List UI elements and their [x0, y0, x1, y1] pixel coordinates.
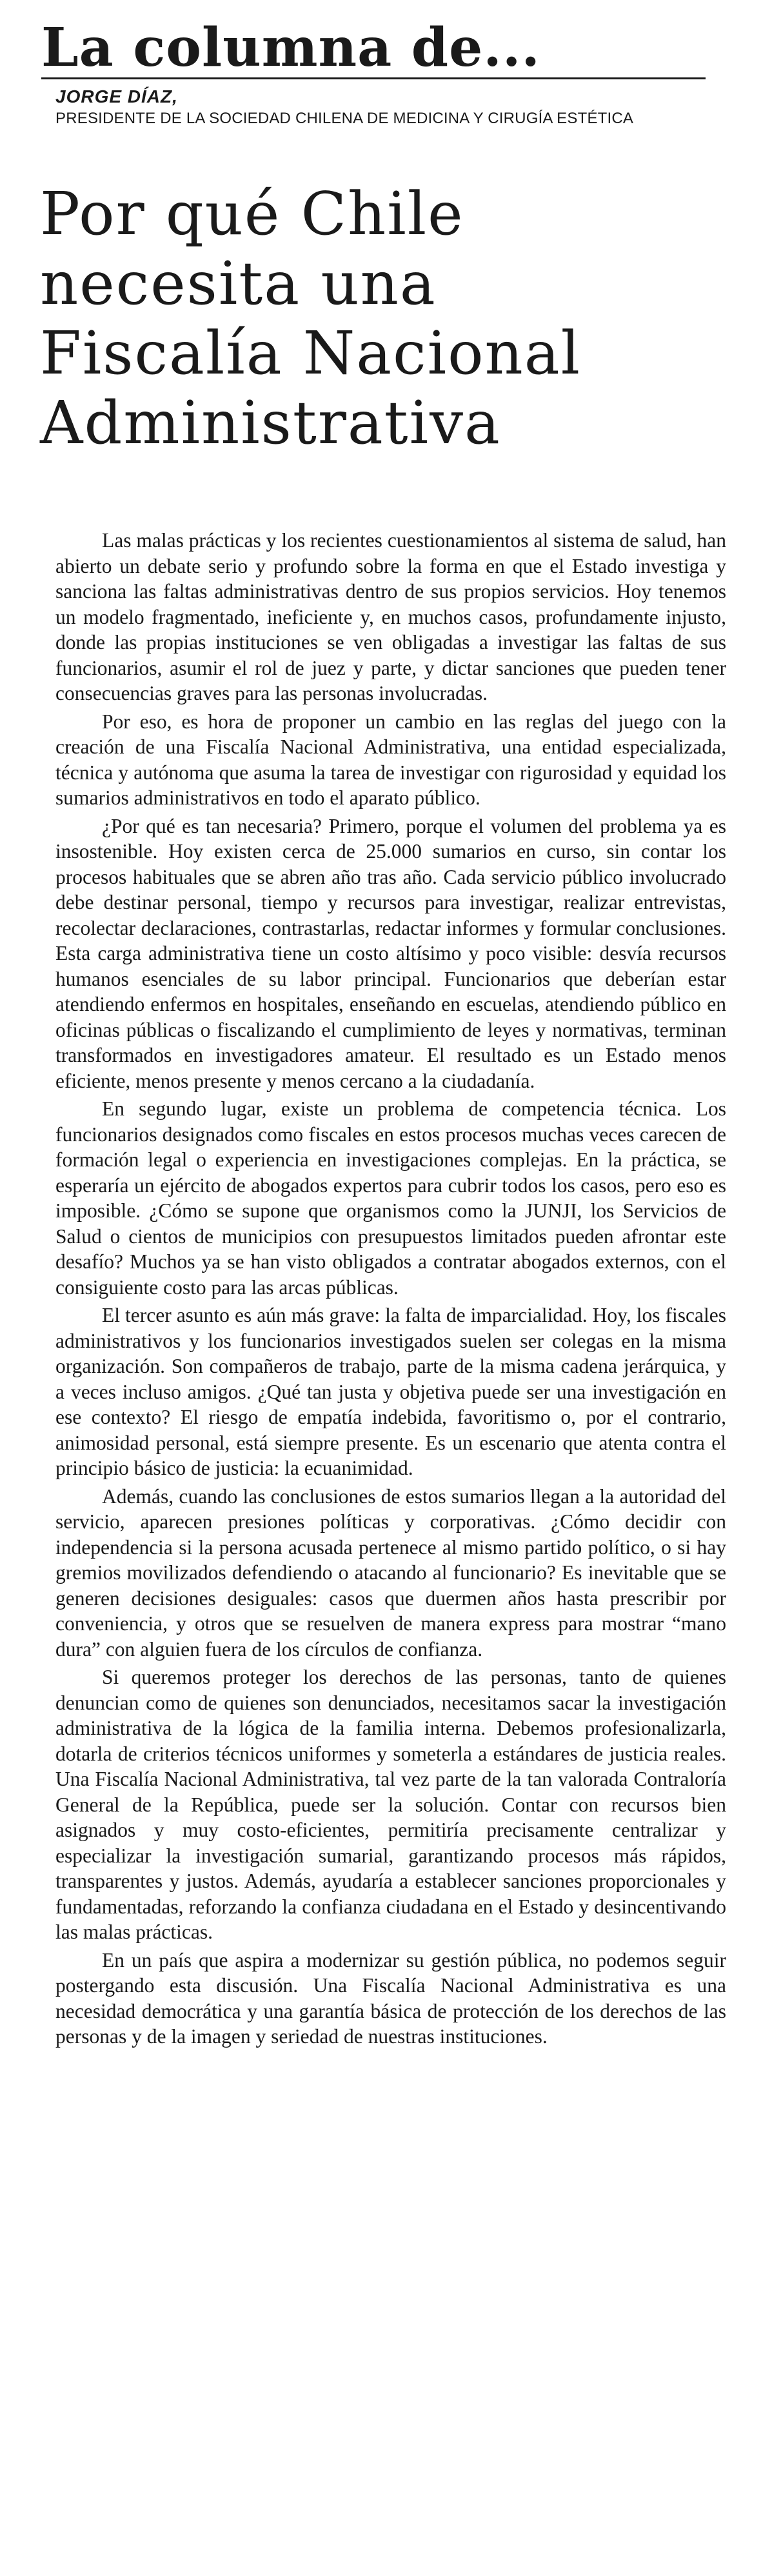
body-paragraph: Además, cuando las conclusiones de estos sumarios llegan a la autoridad del servicio, aparecen presiones políticas y corporativas. ¿Cómo decidir con independencia si la persona acusada pertenece al mismo partido político, o si hay gremios movilizados defendiendo o atacando al funcionario? Es inevitable que se generen decisiones desiguales: casos que duermen años hasta prescribir por conveniencia, y otros que se resuelven de manera express para mostrar “mano dura” con alguien fuera de los círculos de confianza.: [55, 1484, 726, 1661]
body-paragraph: Las malas prácticas y los recientes cuestionamientos al sistema de salud, han abierto un debate serio y profundo sobre la forma en que el Estado investiga y sanciona las faltas administrativas dentro de sus propios servicios. Hoy tenemos un modelo fragmentado, ineficiente y, en muchos casos, profundamente injusto, donde las propias instituciones se ven obligadas a investigar las faltas de sus funcionarios, asumir el rol de juez y parte, y dictar sanciones que pueden tener consecuencias graves para las personas involucradas.: [55, 529, 726, 704]
author-role: PRESIDENTE DE LA SOCIEDAD CHILENA DE MEDICINA Y CIRUGÍA ESTÉTICA: [55, 110, 634, 127]
section-title: La columna de...: [41, 17, 540, 79]
headline-line: Administrativa: [40, 388, 501, 457]
body-paragraph: En segundo lugar, existe un problema de competencia técnica. Los funcionarios designados como fiscales en estos procesos muchas veces carecen de formación legal o experiencia en investigaciones complejas. En la práctica, se esperaría un ejército de abogados expertos para cubrir todos los casos, pero eso es imposible. ¿Cómo se supone que organismos como la JUNJI, los Servicios de Salud o cientos de municipios con presupuestos limitados pueden afrontar este desafío? Muchos ya se han visto obligados a contratar abogados externos, con el consiguiente costo para las arcas públicas.: [55, 1097, 726, 1299]
body-paragraph: En un país que aspira a modernizar su gestión pública, no podemos seguir postergando esta discusión. Una Fiscalía Nacional Administrativa es una necesidad democrática y una garantía básica de protección de los derechos de las personas y de la imagen y seriedad de nuestras instituciones.: [55, 1948, 726, 2048]
section-header: [41, 18, 706, 79]
byline: [55, 85, 700, 129]
headline-line: necesita una: [40, 249, 437, 318]
headline-line: Por qué Chile: [40, 179, 464, 248]
body-paragraph: Si queremos proteger los derechos de las personas, tanto de quienes denuncian como de quienes son denunciados, necesitamos sacar la investigación administrativa de la lógica de la familia interna. Debemos profesionalizarla, dotarla de criterios técnicos uniformes y someterla a estándares de justicia reales. Una Fiscalía Nacional Administrativa, tal vez parte de la tan valorada Contraloría General de la República, puede ser la solución. Contar con recursos bien asignados y muy costo-eficientes, permitiría precisamente centralizar y especializar la investigación sumarial, garantizando procesos más rápidos, transparentes y justos. Además, ayudaría a establecer sanciones proporcionales y fundamentadas, reforzando la confianza ciudadana en el Estado y desincentivando las malas prácticas.: [55, 1666, 726, 1943]
headline: [40, 179, 724, 458]
body-paragraph: El tercer asunto es aún más grave: la falta de imparcialidad. Hoy, los fiscales administrativos y los funcionarios investigados suelen ser colegas en la misma organización. Son compañeros de trabajo, parte de la misma cadena jerárquica, y a veces incluso amigos. ¿Qué tan justa y objetiva puede ser una investigación en ese contexto? El riesgo de empatía indebida, favoritismo o, por el contrario, animosidad personal, está siempre presente. Es un escenario que atenta contra el principio básico de justicia: la ecuanimidad.: [55, 1304, 726, 1479]
body-paragraph: ¿Por qué es tan necesaria? Primero, porque el volumen del problema ya es insostenible. Hoy existen cerca de 25.000 sumarios en curso, sin contar los procesos habituales que se abren año tras año. Cada servicio público involucrado debe destinar personal, tiempo y recursos para investigar, realizar entrevistas, recolectar declaraciones, contrastarlas, redactar informes y formular conclusiones. Esta carga administrativa tiene un costo altísimo y poco visible: desvía recursos humanos esenciales de su labor principal. Funcionarios que deberían estar atendiendo enfermos en hospitales, enseñando en escuelas, atendiendo público en oficinas públicas o fiscalizando el cumplimiento de leyes y normativas, terminan transformados en investigadores amateur. El resultado es un Estado menos eficiente, menos presente y menos cercano a la ciudadanía.: [55, 814, 726, 1092]
body-paragraph: Por eso, es hora de proponer un cambio en las reglas del juego con la creación de una Fiscalía Nacional Administrativa, una entidad especializada, técnica y autónoma que asuma la tarea de investigar con rigurosidad y equidad los sumarios administrativos en todo el aparato público.: [55, 710, 726, 809]
author-name: JORGE DÍAZ,: [55, 86, 178, 106]
article-body: [55, 528, 726, 2052]
headline-line: Fiscalía Nacional: [40, 319, 581, 388]
